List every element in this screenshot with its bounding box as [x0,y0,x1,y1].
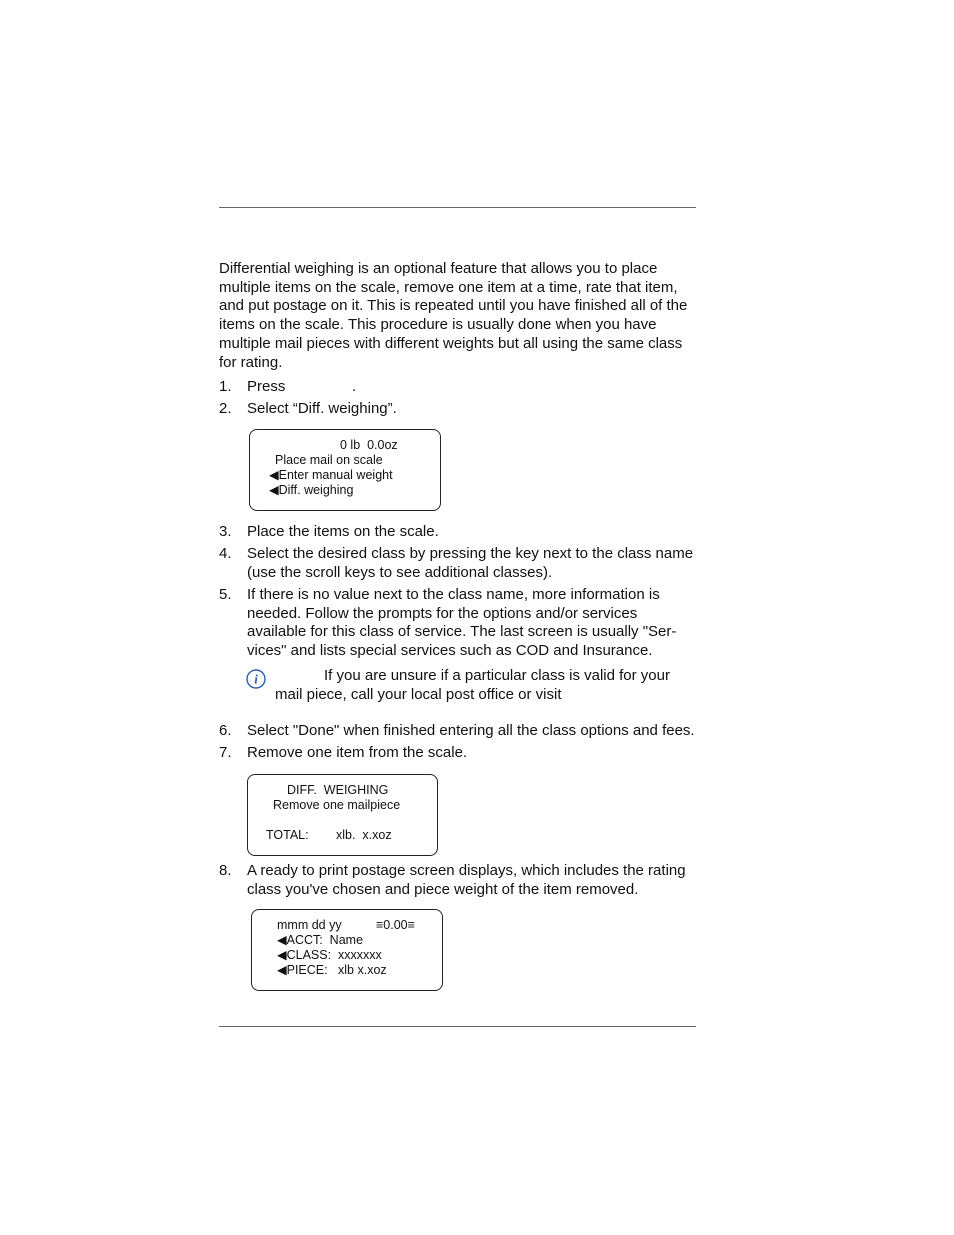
step-text: Place the items on the scale. [247,523,439,540]
step-number: 4. [219,545,232,562]
step-number: 3. [219,523,232,540]
step-text: A ready to print postage screen displays, which includes the rating class you've chosen and piece weight of the item removed. [247,862,686,898]
class-option: ◀CLASS: xxxxxxx [277,948,382,962]
step-text: Select the desired class by pressing the key next to the class name (use the scroll keys to see additional classes). [247,545,694,581]
note-text-line-1: If you are unsure if a particular class is valid for your [324,667,670,684]
info-icon [246,669,266,689]
screen-date: mmm dd yy [277,918,342,932]
step-number: 2. [219,400,232,417]
step-text: Remove one item from the scale. [247,744,468,761]
step-text: Select "Done" when finished entering all the class options and fees. [247,722,695,739]
step-text: Press . [247,378,357,395]
step-number: 8. [219,862,232,879]
total-label: TOTAL: [266,828,309,842]
diff-weighing-screen [247,774,438,856]
enter-manual-weight-option: ◀Enter manual weight [269,468,393,482]
step-number: 1. [219,378,232,395]
top-rule [219,207,696,208]
step-text: If there is no value next to the class name, more information is needed. Follow the prompts for the options and/or services available for this class of service. The last screen is usually "Ser-vices" and lists special services such as COD and Insurance. [247,586,677,660]
total-value: xlb. x.xoz [336,828,392,842]
bottom-rule [219,1026,696,1027]
screen-prompt: Remove one mailpiece [273,798,401,812]
step-number: 6. [219,722,232,739]
screen-weight: 0 lb 0.0oz [340,438,398,452]
postage-ready-screen [251,909,443,991]
diff-weighing-option: ◀Diff. weighing [269,483,354,497]
step-number: 5. [219,586,232,603]
piece-option: ◀PIECE: xlb x.xoz [277,963,387,977]
intro-paragraph: Differential weighing is an optional feature that allows you to place multiple items on the scale, remove one item at a time, rate that item, and put postage on it. This is repeated until you have finished all of the items on the scale. This procedure is usually done when you have multiple mail pieces with different weights but all using the same class for rating. [219,260,688,371]
step-number: 7. [219,744,232,761]
note-text-line-2: mail piece, call your local post office or visit [275,686,562,703]
screen-title: DIFF. WEIGHING [287,783,389,797]
step-text: Select “Diff. weighing”. [247,400,397,417]
acct-option: ◀ACCT: Name [277,933,364,947]
svg-text:i: i [254,671,258,687]
scale-display-screen [249,429,441,511]
screen-postage-amount: ≡0.00≡ [376,918,415,932]
screen-prompt: Place mail on scale [275,453,383,467]
